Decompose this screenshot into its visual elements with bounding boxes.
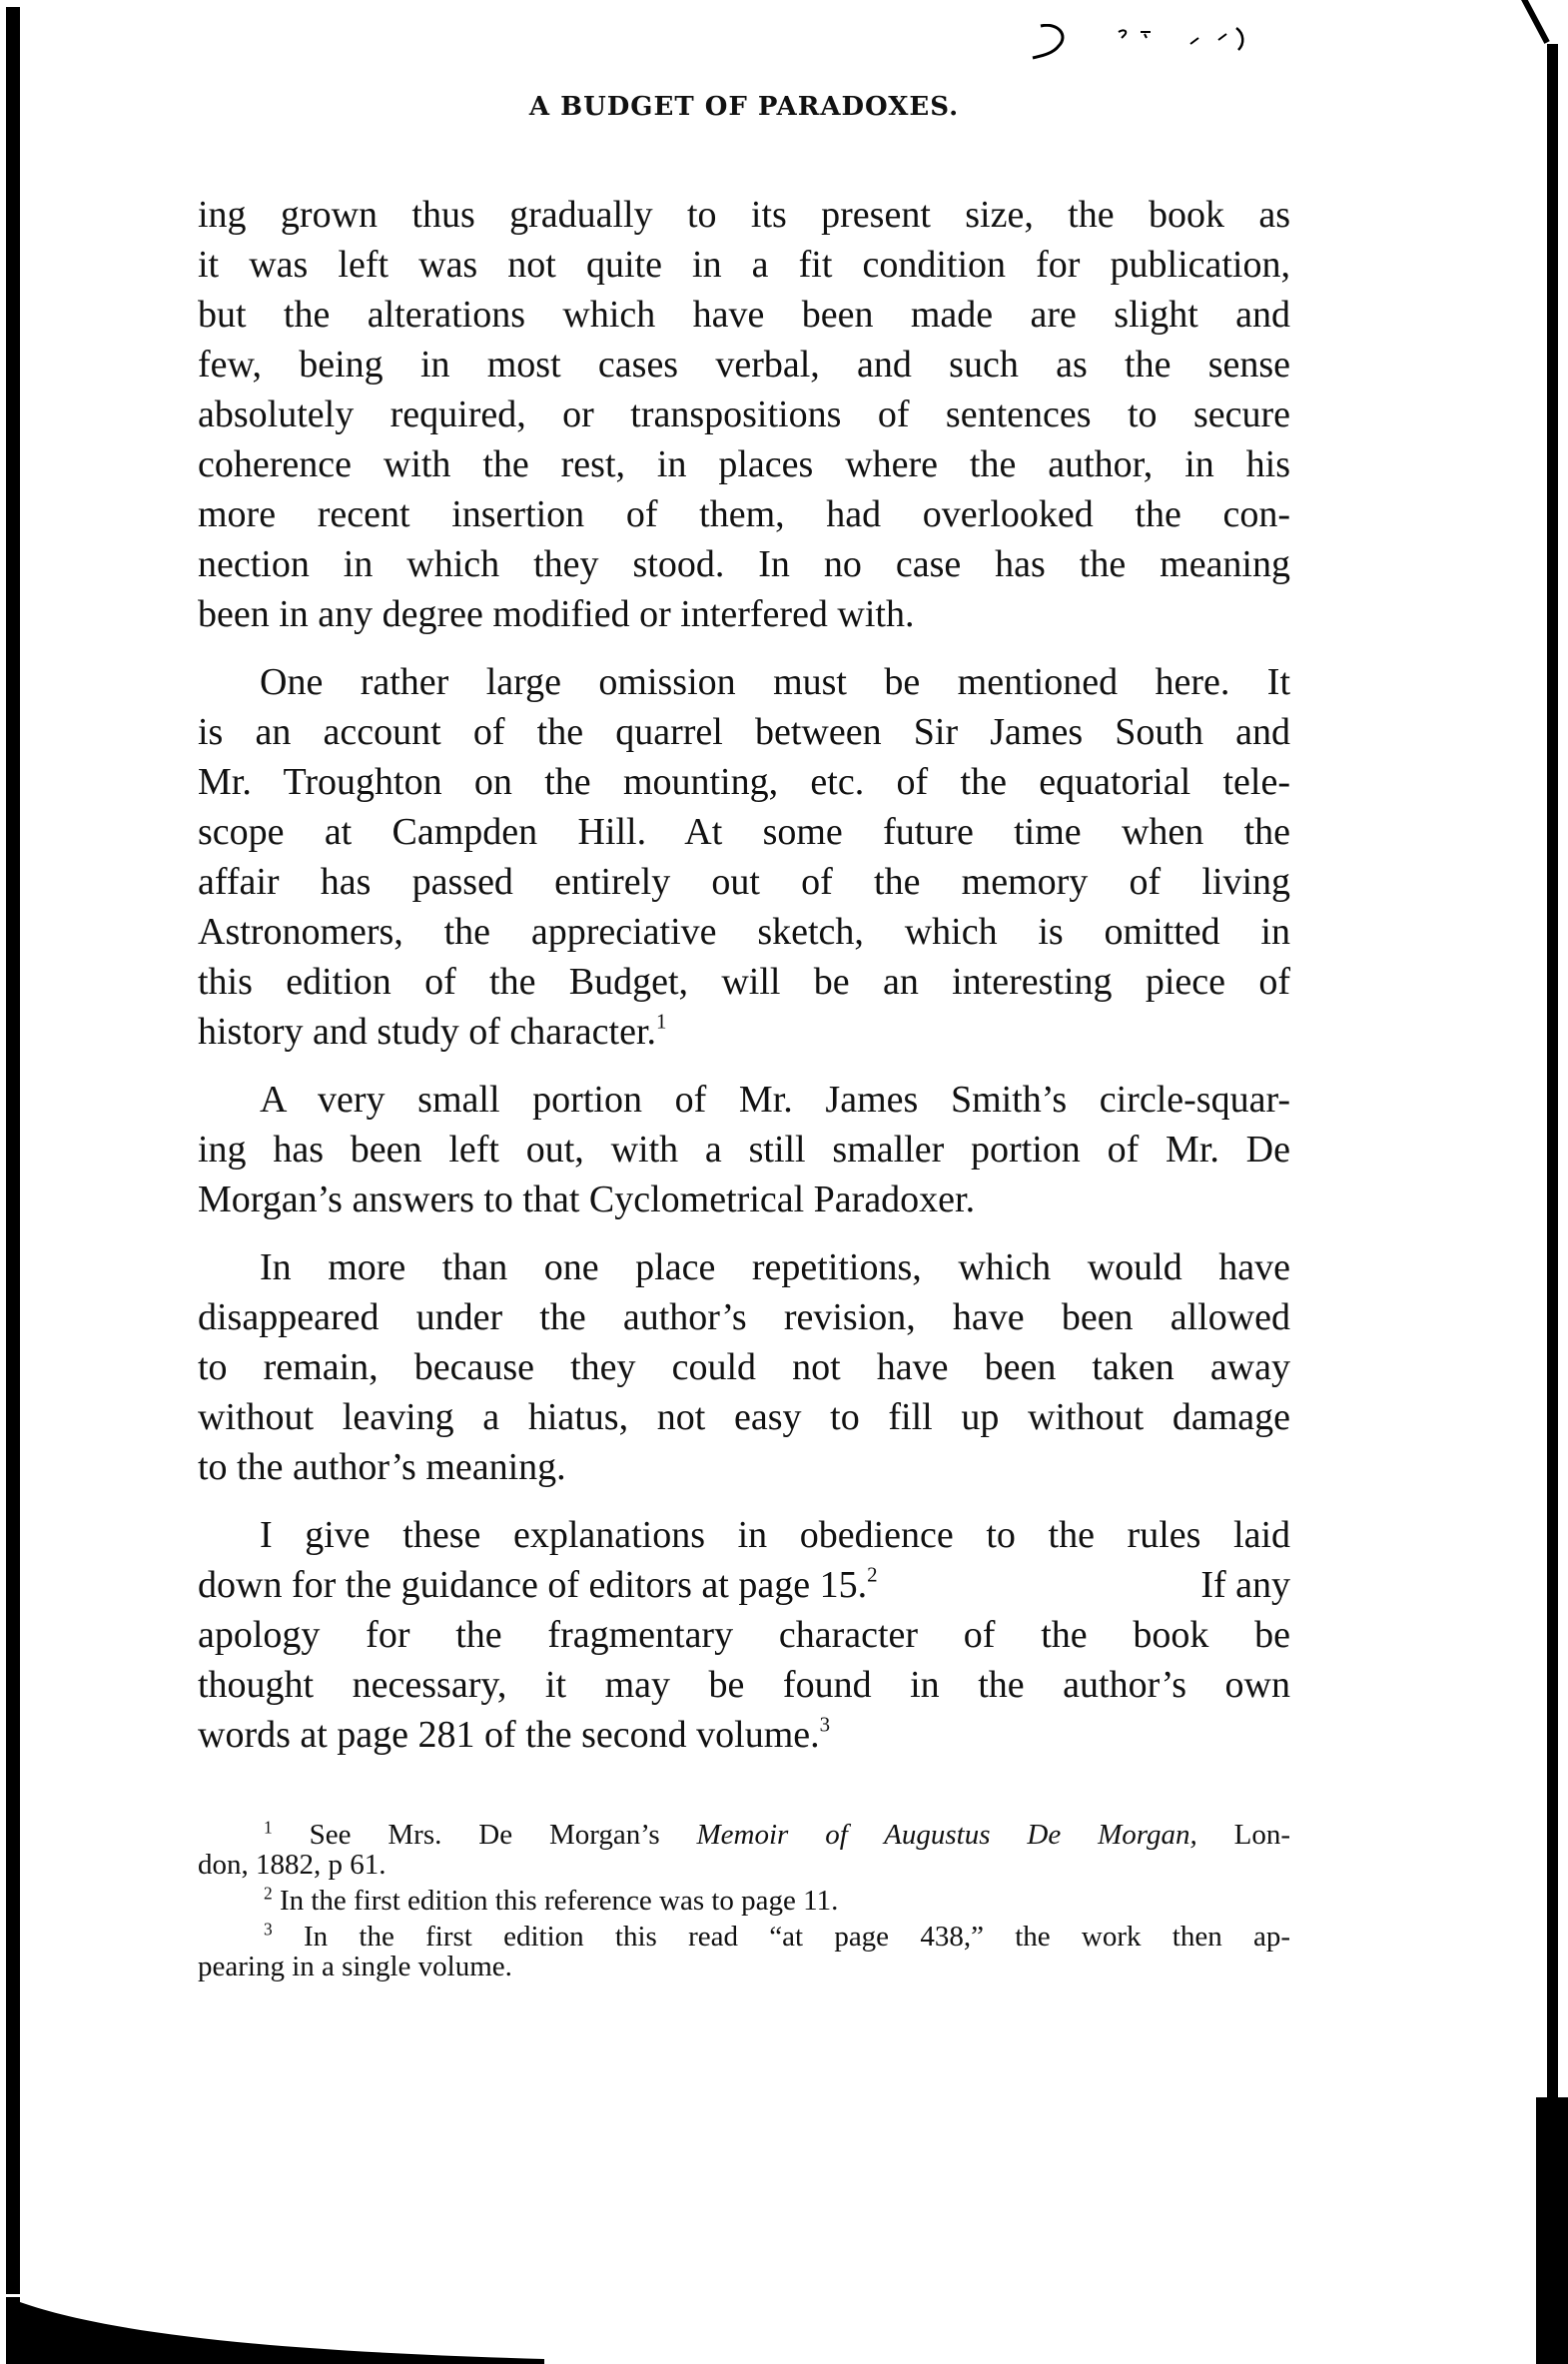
text-line bbox=[198, 1007, 1290, 1057]
paragraph bbox=[198, 1510, 1290, 1760]
text-line: few, being in most cases verbal, and such as the sense bbox=[198, 344, 1290, 386]
text-line: ing grown thus gradually to its present size, the book as bbox=[198, 194, 1290, 236]
footnote-text: See Mrs. De Morgan’s bbox=[309, 1819, 697, 1851]
text-line: thought necessary, it may be found in the author’s own bbox=[198, 1664, 1290, 1706]
text-line: to remain, because they could not have been taken away bbox=[198, 1346, 1290, 1388]
text-line: One rather large omission must be mentioned here. It bbox=[260, 661, 1290, 703]
text-line: disappeared under the author’s revision, have been allowed bbox=[198, 1296, 1290, 1338]
text-line: nection in which they stood. In no case has the meaning bbox=[198, 543, 1290, 585]
text-line-content: words at page 281 of the second volume. bbox=[198, 1714, 820, 1756]
paragraph bbox=[198, 1242, 1290, 1492]
text-line: but the alterations which have been made are slight and bbox=[198, 294, 1290, 336]
text-line: Astronomers, the appreciative sketch, which is omitted in bbox=[198, 911, 1290, 953]
footnote-line bbox=[198, 1919, 1291, 1953]
footnote-text: In the first edition this reference was to page 11. bbox=[279, 1885, 839, 1917]
paragraph bbox=[198, 190, 1290, 639]
body-text bbox=[198, 190, 1290, 1778]
footnote-text: Lon- bbox=[1196, 1819, 1291, 1851]
text-line: more recent insertion of them, had overlooked the con- bbox=[198, 493, 1290, 535]
text-line: it was left was not quite in a fit condition for publication, bbox=[198, 244, 1290, 286]
text-line-content: history and study of character. bbox=[198, 1011, 657, 1053]
footnote bbox=[198, 1883, 1290, 1917]
text-line: coherence with the rest, in places where the author, in his bbox=[198, 443, 1290, 485]
footnote-reference[interactable]: 3 bbox=[819, 1712, 831, 1737]
text-line: A very small portion of Mr. James Smith’s circle-squar- bbox=[260, 1079, 1290, 1121]
text-line: scope at Campden Hill. At some future time when the bbox=[198, 811, 1290, 853]
scan-edge-right bbox=[1547, 44, 1558, 2364]
text-line bbox=[198, 1710, 1290, 1760]
text-line: apology for the fragmentary character of the book be bbox=[198, 1614, 1290, 1656]
footnote-line: don, 1882, p 61. bbox=[198, 1849, 387, 1881]
text-line bbox=[198, 1560, 1290, 1610]
footnote-reference[interactable]: 2 bbox=[867, 1562, 878, 1587]
text-line-content bbox=[198, 1560, 878, 1610]
text-line: ing has been left out, with a still smaller portion of Mr. De bbox=[198, 1129, 1290, 1171]
text-line: Mr. Troughton on the mounting, etc. of the equatorial tele- bbox=[198, 761, 1290, 803]
text-line: to the author’s meaning. bbox=[198, 1446, 566, 1488]
footnote-line bbox=[198, 1883, 1290, 1917]
footnote-line: pearing in a single volume. bbox=[198, 1951, 512, 1982]
paragraph bbox=[198, 1075, 1290, 1224]
scan-edge-right-bottom bbox=[1536, 2097, 1568, 2364]
text-line: affair has passed entirely out of the memory of living bbox=[198, 861, 1290, 903]
text-line: Morgan’s answers to that Cyclometrical Paradoxer. bbox=[198, 1179, 976, 1220]
text-line: is an account of the quarrel between Sir James South and bbox=[198, 711, 1290, 753]
footnote-text: In the first edition this read “at page 438,” the work then ap- bbox=[303, 1921, 1291, 1953]
text-line-head: down for the guidance of editors at page 15. bbox=[198, 1564, 868, 1606]
running-head: A BUDGET OF PARADOXES. bbox=[528, 92, 960, 122]
footnote-mark: 1 bbox=[264, 1817, 273, 1838]
text-line: this edition of the Budget, will be an interesting piece of bbox=[198, 961, 1290, 1003]
text-line: without leaving a hiatus, not easy to fill up without damage bbox=[198, 1396, 1290, 1438]
footnotes bbox=[198, 1817, 1291, 1987]
paragraph bbox=[198, 657, 1290, 1057]
footnote-mark: 3 bbox=[264, 1919, 273, 1940]
text-line: In more than one place repetitions, which would have bbox=[260, 1246, 1290, 1288]
text-line: absolutely required, or transpositions of sentences to secure bbox=[198, 394, 1290, 435]
footnote-mark: 2 bbox=[264, 1883, 273, 1904]
text-line-tail: If any bbox=[1181, 1564, 1290, 1606]
book-title: Memoir of Augustus De Morgan, bbox=[696, 1819, 1197, 1851]
scan-edge-corner bbox=[1520, 0, 1550, 44]
handwritten-annotation bbox=[1029, 24, 1268, 74]
footnote bbox=[198, 1919, 1291, 1982]
scan-edge-left bbox=[6, 7, 20, 2294]
scan-shadow-bottom-left bbox=[0, 2297, 559, 2364]
footnote bbox=[198, 1817, 1291, 1881]
footnote-line bbox=[198, 1817, 1291, 1851]
footnote-reference[interactable]: 1 bbox=[656, 1009, 667, 1034]
text-line: I give these explanations in obedience to the rules laid bbox=[260, 1514, 1290, 1556]
text-line: been in any degree modified or interfered with. bbox=[198, 593, 915, 635]
